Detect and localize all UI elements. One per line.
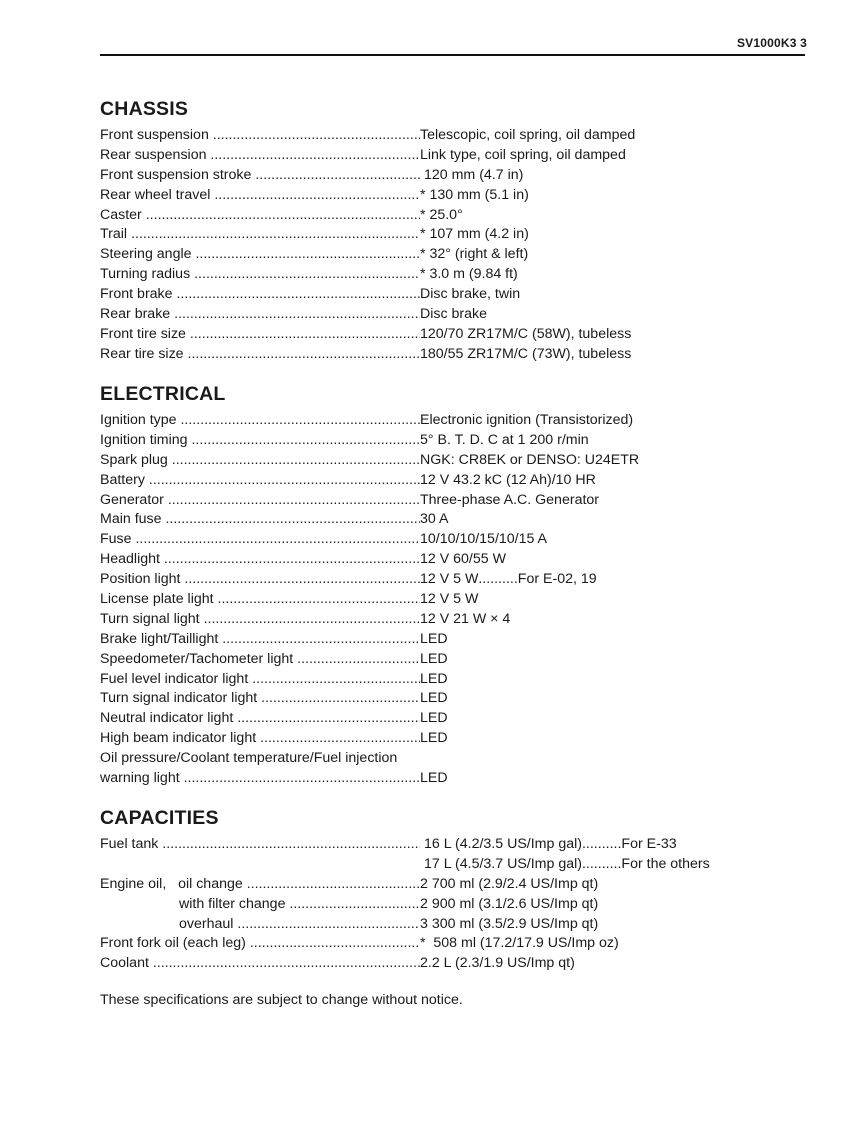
chassis-spec-list (100, 126, 800, 365)
spec-row (100, 769, 800, 789)
spec-row (100, 895, 800, 915)
spec-row (100, 835, 800, 855)
spec-label: Ignition timing (100, 431, 188, 448)
spec-row (100, 590, 800, 610)
spec-value: 2 700 ml (2.9/2.4 US/Imp qt) (420, 875, 599, 892)
spec-label: Spark plug (100, 451, 168, 468)
spec-row (100, 954, 800, 974)
spec-label: overhaul (179, 915, 234, 932)
spec-value: LED (420, 690, 448, 707)
spec-row (100, 689, 800, 709)
spec-row (100, 630, 800, 650)
spec-label: Fuel tank (100, 836, 159, 852)
spec-row (100, 265, 800, 285)
spec-value: 2.2 L (2.3/1.9 US/Imp qt) (420, 955, 575, 972)
spec-label: Fuse (100, 531, 132, 548)
spec-label: Coolant (100, 955, 149, 972)
spec-row (100, 325, 800, 345)
spec-value: 10/10/10/15/10/15 A (420, 531, 548, 548)
page-header-model-page: SV1000K3 3 (736, 36, 807, 50)
spec-value: * 107 mm (4.2 in) (420, 226, 529, 243)
spec-row (100, 610, 800, 630)
spec-label: warning light (100, 770, 180, 787)
spec-value: 12 V 43.2 kC (12 Ah)/10 HR (420, 471, 596, 488)
spec-note: For E-02, 19 (517, 571, 597, 588)
spec-row (100, 451, 800, 471)
spec-value: * 508 ml (17.2/17.9 US/Imp oz) (420, 935, 619, 952)
spec-value: Three-phase A.C. Generator (420, 491, 600, 508)
spec-row (100, 345, 800, 365)
section-title-electrical: ELECTRICAL (100, 383, 226, 405)
spec-value: * 25.0° (420, 206, 463, 223)
spec-label: with filter change (179, 895, 286, 912)
spec-row (100, 146, 800, 166)
spec-row (100, 915, 800, 935)
spec-row (100, 166, 800, 186)
spec-value: 16 L (4.2/3.5 US/Imp gal) (424, 836, 582, 852)
spec-value: 120/70 ZR17M/C (58W), tubeless (420, 325, 632, 342)
spec-label: Trail (100, 226, 128, 243)
spec-label: Front suspension (100, 127, 209, 143)
spec-value: 2 900 ml (3.1/2.6 US/Imp qt) (420, 895, 599, 912)
spec-label: Steering angle (100, 246, 192, 263)
spec-value: * 130 mm (5.1 in) (420, 186, 529, 203)
electrical-spec-list (100, 411, 800, 789)
spec-label: Rear suspension (100, 146, 207, 163)
spec-label: Neutral indicator light (100, 710, 234, 727)
spec-label: Rear tire size (100, 345, 184, 362)
spec-row (100, 245, 800, 265)
spec-row (100, 510, 800, 530)
spec-label: High beam indicator light (100, 730, 257, 747)
spec-label: Battery (100, 471, 145, 488)
spec-label: Front suspension stroke (100, 166, 252, 183)
spec-value: 12 V 5 W (420, 591, 479, 608)
spec-row (100, 670, 800, 690)
spec-label: Rear brake (100, 306, 171, 323)
spec-label: Ignition type (100, 412, 177, 428)
spec-label: Rear wheel travel (100, 186, 211, 203)
spec-row (100, 411, 800, 431)
section-title-chassis: CHASSIS (100, 98, 189, 120)
spec-label: Generator (100, 491, 164, 508)
spec-value: LED (420, 670, 448, 687)
spec-value: LED (420, 770, 448, 787)
spec-value: Electronic ignition (Transistorized) (420, 412, 634, 428)
spec-row (100, 206, 800, 226)
spec-label: Fuel level indicator light (100, 670, 249, 687)
spec-value: 17 L (4.5/3.7 US/Imp gal) (424, 855, 582, 872)
spec-row (100, 431, 800, 451)
spec-label: Front brake (100, 286, 173, 303)
spec-label: Engine oil, oil change (100, 875, 243, 892)
spec-label: Front fork oil (each leg) (100, 935, 246, 952)
spec-row (100, 709, 800, 729)
spec-row (100, 570, 800, 590)
spec-value: 12 V 21 W × 4 (420, 610, 511, 627)
spec-value: Disc brake (420, 306, 488, 323)
spec-row (100, 126, 800, 146)
leader-dots (582, 856, 621, 872)
specifications-notice: These specifications are subject to change without notice. (100, 992, 463, 1008)
spec-row (100, 855, 800, 875)
spec-value: 12 V 5 W (420, 571, 479, 588)
leader-dots (478, 571, 517, 587)
spec-value: LED (420, 710, 448, 727)
spec-note: For the others (621, 855, 710, 872)
spec-label: Oil pressure/Coolant temperature/Fuel injection (100, 750, 398, 767)
spec-row (100, 305, 800, 325)
spec-label: License plate light (100, 591, 214, 608)
spec-value: LED (420, 630, 448, 647)
spec-row (100, 471, 800, 491)
spec-label: Position light (100, 571, 181, 588)
header-divider (100, 54, 805, 56)
spec-row (100, 491, 800, 511)
spec-row (100, 285, 800, 305)
spec-value: 5° B. T. D. C at 1 200 r/min (420, 431, 589, 448)
spec-value: * 32° (right & left) (420, 246, 529, 263)
spec-row (100, 875, 800, 895)
spec-row (100, 749, 800, 769)
spec-label: Brake light/Taillight (100, 630, 219, 647)
spec-row (100, 530, 800, 550)
spec-value: LED (420, 730, 448, 747)
spec-label: Caster (100, 206, 142, 223)
spec-value: 180/55 ZR17M/C (73W), tubeless (420, 345, 632, 362)
spec-row (100, 186, 800, 206)
spec-value: Telescopic, coil spring, oil damped (420, 127, 636, 143)
spec-value: 12 V 60/55 W (420, 551, 506, 568)
spec-row (100, 729, 800, 749)
spec-row (100, 225, 800, 245)
spec-value: Link type, coil spring, oil damped (420, 146, 626, 163)
spec-label: Front tire size (100, 325, 186, 342)
spec-label: Main fuse (100, 511, 162, 528)
spec-label: Turn signal light (100, 610, 200, 627)
spec-value: NGK: CR8EK or DENSO: U24ETR (420, 451, 640, 468)
spec-note: For E-33 (621, 836, 677, 852)
spec-value: 3 300 ml (3.5/2.9 US/Imp qt) (420, 915, 599, 932)
section-title-capacities: CAPACITIES (100, 807, 219, 829)
spec-label: Turn signal indicator light (100, 690, 258, 707)
spec-value: LED (420, 650, 448, 667)
spec-row (100, 550, 800, 570)
spec-value: * 3.0 m (9.84 ft) (420, 266, 518, 283)
spec-value: 120 mm (4.7 in) (424, 166, 524, 183)
spec-value: 30 A (420, 511, 449, 528)
spec-value: Disc brake, twin (420, 286, 521, 303)
leader-dots (582, 836, 621, 852)
capacities-spec-list (100, 835, 800, 974)
spec-row (100, 650, 800, 670)
spec-label: Headlight (100, 551, 160, 568)
spec-label: Speedometer/Tachometer light (100, 650, 294, 667)
spec-label: Turning radius (100, 266, 191, 283)
spec-row (100, 934, 800, 954)
